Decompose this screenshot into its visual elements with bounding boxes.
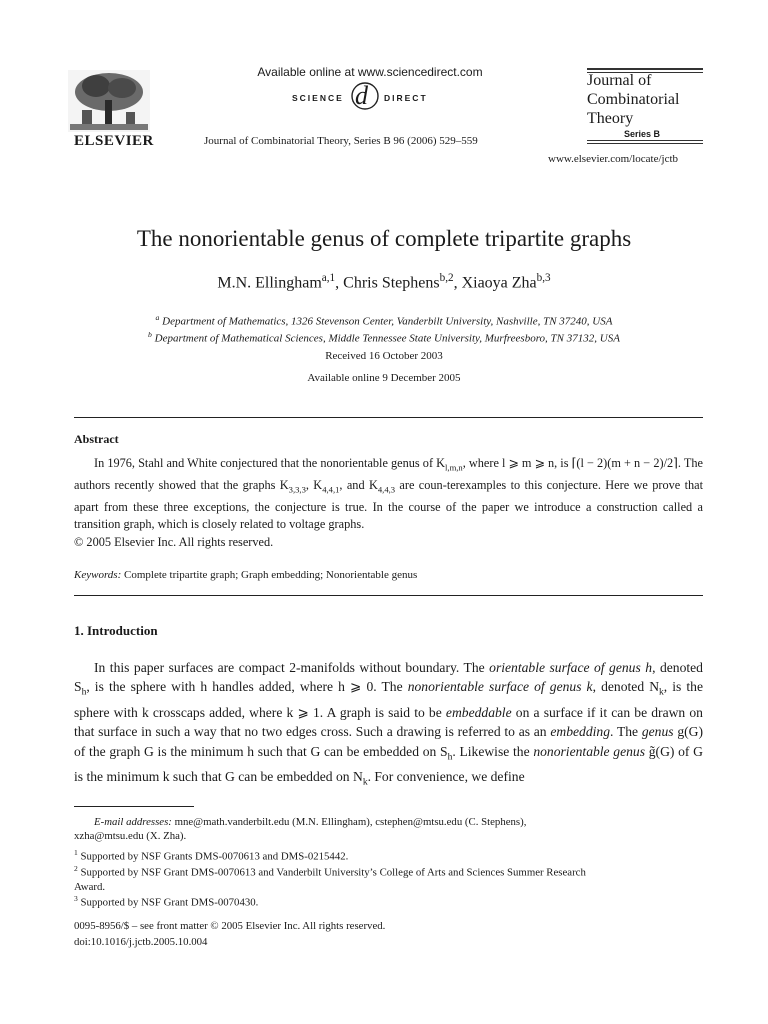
sciencedirect-right: DIRECT — [384, 93, 428, 103]
journal-url[interactable]: www.elsevier.com/locate/jctb — [548, 153, 679, 165]
section-heading: 1. Introduction — [74, 623, 158, 638]
abstract-copyright: © 2005 Elsevier Inc. All rights reserved. — [74, 534, 274, 549]
author-2[interactable]: Chris Stephens — [343, 274, 440, 292]
author-list: M.N. Ellingham$^{a,1}$, Chris Stephens$^{b,2}$, Xiaoya Zha$^{b,3}$ — [217, 272, 551, 292]
author-1[interactable]: M.N. Ellingham — [217, 274, 322, 292]
footnote-3: $^3$ Supported by NSF Grant DMS-0070430. — [74, 894, 259, 909]
journal-series: Series B — [624, 129, 661, 139]
footnote-1: $^1$ Supported by NSF Grants DMS-0070613 and DMS-0215442. — [74, 848, 349, 863]
abstract-text: In 1976, Stahl and White conjectured that the nonorientable genus of $K_{l,m,n}$, where l ⩾ m ⩾ n, is ⌈(l − 2)(m + n − 2)/2⌉. The authors recently showed that the graphs $K_{3,3,3}$, $K_{4,4,1}$, and $K_{4,4,3}$ are coun-terexamples to this conjecture. Here we prove that apart from these three exceptions, the conjecture is true. In the course of the paper we introduce a construction called a transition graph, which is closely related to voltage graphs. © 2005 Elsevier Inc. All rights reserved. — [74, 455, 703, 551]
footnote-2: $^2$ Supported by NSF Grant DMS-0070613 and Vanderbilt University’s College of Arts and Sciences Summer Research Award. — [74, 864, 586, 893]
elsevier-tree-logo — [68, 70, 150, 132]
abstract-top-rule — [74, 417, 703, 418]
paper-title: The nonorientable genus of complete tripartite graphs — [136, 226, 632, 251]
journal-box-rule — [587, 143, 703, 144]
issn-line: 0095-8956/$ – see front matter © 2005 Elsevier Inc. All rights reserved. — [74, 920, 386, 932]
affiliation-a: $^a$ Department of Mathematics, 1326 Stevenson Center, Vanderbilt University, Nashville, TN 37240, USA — [155, 313, 613, 328]
journal-box-rule — [587, 68, 703, 70]
abstract-heading: Abstract — [74, 432, 119, 446]
sciencedirect-mark: d — [355, 81, 368, 110]
author-3-marks: b,3 — [536, 272, 551, 284]
received-date: Received 16 October 2003 — [325, 350, 443, 362]
sciencedirect-left: SCIENCE — [292, 93, 344, 103]
doi-line[interactable]: doi:10.1016/j.jctb.2005.10.004 — [74, 936, 208, 948]
intro-paragraph: In this paper surfaces are compact 2-manifolds without boundary. The orientable surface of genus h, denoted $S_h$, is the sphere with h handles added, where h ⩾ 0. The nonorientable surface of genus k, denoted $N_k$, is the sphere with k crosscaps added, where k ⩾ 1. A graph is said to be embeddable on a surface if it can be drawn on that surface in such a way that no two edges cross. Such a drawing is referred to as an embedding. The genus g(G) of the graph G is the minimum h such that G can be embedded on $S_h$. Likewise the nonorientable genus g̃(G) of G is the minimum k such that G can be embedded on $N_k$. For convenience, we define — [74, 660, 704, 789]
footnote-rule — [74, 806, 194, 807]
journal-name: Journal of Combinatorial Theory — [587, 72, 680, 127]
available-date: Available online 9 December 2005 — [307, 372, 461, 384]
author-1-marks: a,1 — [321, 272, 336, 284]
affiliation-b: $^b$ Department of Mathematical Sciences, Middle Tennessee State University, Murfreesboro, TN 37132, USA — [148, 330, 620, 345]
sciencedirect-ring-icon — [349, 80, 381, 112]
available-online: Available online at www.sciencedirect.com — [257, 65, 483, 79]
abstract-bottom-rule — [74, 595, 703, 596]
footnote-email: E-mail addresses: mne@math.vanderbilt.edu (M.N. Ellingham), cstephen@mtsu.edu (C. Stephens), xzha@mtsu.edu (X. Zha). — [74, 816, 527, 842]
keywords: Keywords: Complete tripartite graph; Graph embedding; Nonorientable genus — [74, 569, 418, 581]
journal-reference: Journal of Combinatorial Theory, Series B 96 (2006) 529–559 — [204, 135, 478, 147]
publisher-name: ELSEVIER — [74, 133, 154, 149]
journal-box-rule — [587, 140, 703, 141]
author-2-marks: b,2 — [439, 272, 454, 284]
author-3[interactable]: Xiaoya Zha — [461, 274, 537, 292]
